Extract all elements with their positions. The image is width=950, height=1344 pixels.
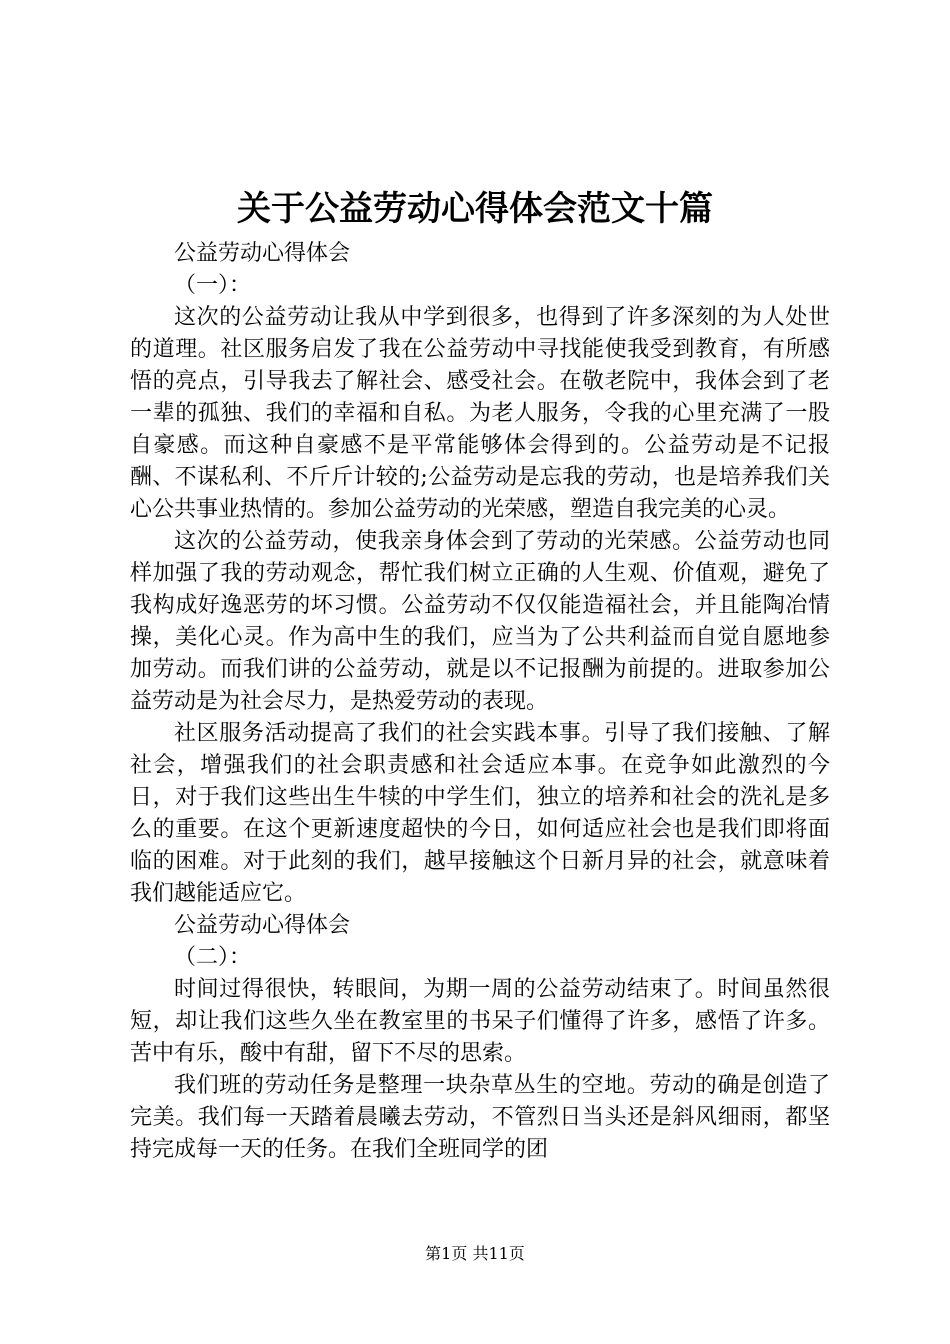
- section-number: （一）：: [174, 273, 252, 298]
- page-number-footer: 第1页 共11页: [425, 1244, 525, 1263]
- paragraph: 我们班的劳动任务是整理一块杂草丛生的空地。劳动的确是创造了完美。我们每一天踏着晨曦去劳动，不管烈日当头还是斜风细雨，都坚持完成每一天的任务。在我们全班同学的团: [130, 1073, 830, 1162]
- document-title: 关于公益劳动心得体会范文十篇: [237, 189, 713, 229]
- paragraph: 社区服务活动提高了我们的社会实践本事。引导了我们接触、了解社会，增强我们的社会职责感和社会适应本事。在竞争如此激烈的今日，对于我们这些出生牛犊的中学生们，独立的培养和社会的洗礼是多么的重要。在这个更新速度超快的今日，如何适应社会也是我们即将面临的困难。对于此刻的我们，越早接触这个日新月异的社会，就意味着我们越能适应它。: [130, 721, 830, 906]
- section-heading: 公益劳动心得体会: [174, 913, 351, 938]
- paragraph: 时间过得很快，转眼间，为期一周的公益劳动结束了。时间虽然很短，却让我们这些久坐在教室里的书呆子们懂得了许多，感悟了许多。苦中有乐，酸中有甜，留下不尽的思索。: [130, 977, 830, 1066]
- paragraph: 这次的公益劳动让我从中学到很多，也得到了许多深刻的为人处世的道理。社区服务启发了我在公益劳动中寻找能使我受到教育，有所感悟的亮点，引导我去了解社会、感受社会。在敬老院中，我体会到了老一辈的孤独、我们的幸福和自私。为老人服务，令我的心里充满了一股自豪感。而这种自豪感不是平常能够体会得到的。公益劳动是不记报酬、不谋私利、不斤斤计较的;公益劳动是忘我的劳动，也是培养我们关心公共事业热情的。参加公益劳动的光荣感，塑造自我完美的心灵。: [130, 305, 830, 522]
- document-body: [130, 238, 830, 1166]
- section-number: （二）：: [174, 945, 252, 970]
- section-heading: 公益劳动心得体会: [174, 241, 351, 266]
- paragraph: 这次的公益劳动，使我亲身体会到了劳动的光荣感。公益劳动也同样加强了我的劳动观念，帮忙我们树立正确的人生观、价值观，避免了我构成好逸恶劳的坏习惯。公益劳动不仅仅能造福社会，并且能陶冶情操，美化心灵。作为高中生的我们，应当为了公共利益而自觉自愿地参加劳动。而我们讲的公益劳动，就是以不记报酬为前提的。进取参加公益劳动是为社会尽力，是热爱劳动的表现。: [130, 529, 830, 714]
